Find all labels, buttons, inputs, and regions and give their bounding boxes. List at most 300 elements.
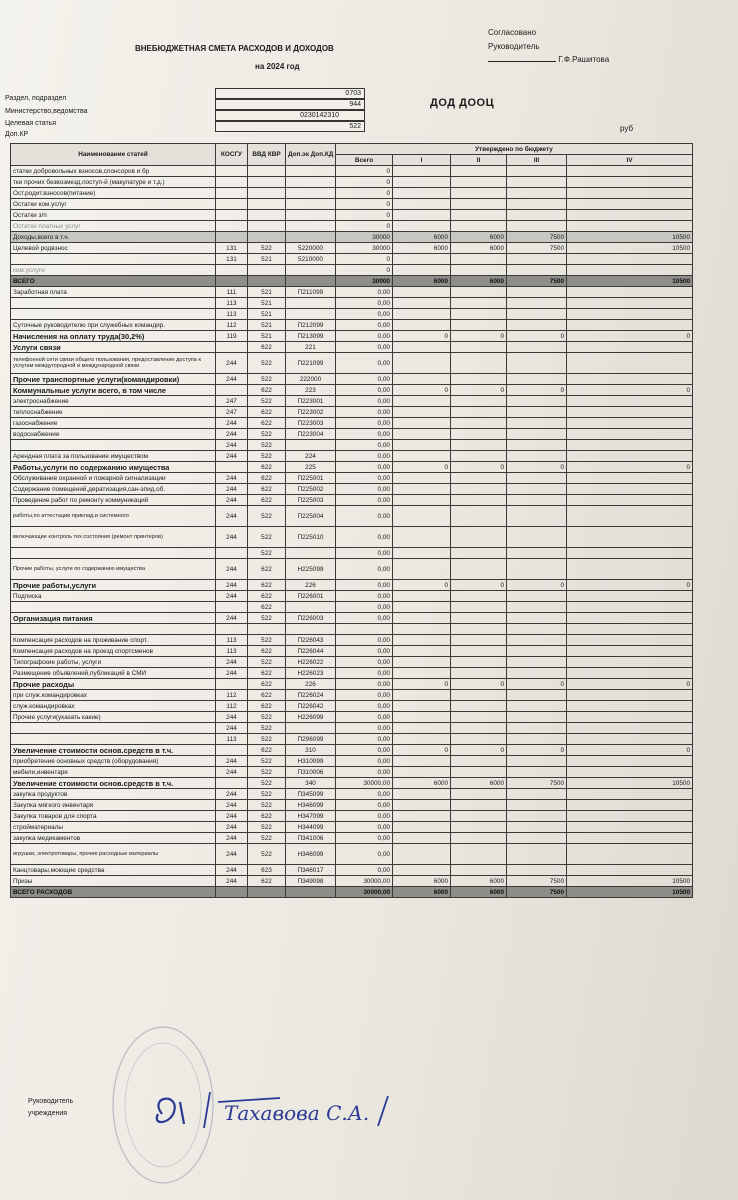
cell-name (11, 440, 216, 451)
cell-dop: П345099 (286, 789, 336, 800)
cell-name: Обслуживание охранной и пожарной сигнализации (11, 473, 216, 484)
cell-kvr: 622 (248, 701, 286, 712)
cell-q2 (451, 188, 507, 199)
cell-total: 0,00 (336, 679, 393, 690)
cell-q4 (567, 298, 693, 309)
cell-kosgu: 244 (216, 495, 248, 506)
cell-kosgu: 112 (216, 690, 248, 701)
cell-dop: П226043 (286, 635, 336, 646)
cell-q1 (393, 188, 451, 199)
cell-q4: 10500 (567, 887, 693, 898)
cell-q2 (451, 833, 507, 844)
cell-q2: 0 (451, 331, 507, 342)
table-row (11, 657, 693, 668)
cell-kvr: 522 (248, 778, 286, 789)
table-row (11, 473, 693, 484)
cell-dop: П225010 (286, 527, 336, 548)
cell-total: 0,00 (336, 580, 393, 591)
cell-total: 0 (336, 188, 393, 199)
cell-kvr: 522 (248, 822, 286, 833)
cell-kvr: 522 (248, 506, 286, 527)
cell-q1: 6000 (393, 243, 451, 254)
cell-kosgu (216, 188, 248, 199)
cell-q2 (451, 298, 507, 309)
cell-total: 0,00 (336, 613, 393, 624)
table-row (11, 418, 693, 429)
cell-dop: П296099 (286, 734, 336, 745)
cell-q1: 0 (393, 745, 451, 756)
cell-name: Прочие услуги(указать какие) (11, 712, 216, 723)
cell-total: 0,00 (336, 374, 393, 385)
cell-q2: 0 (451, 679, 507, 690)
cell-kvr: 521 (248, 298, 286, 309)
cell-name: Призы (11, 876, 216, 887)
cell-dop: 224 (286, 451, 336, 462)
cell-q3 (507, 484, 567, 495)
table-row (11, 221, 693, 232)
cell-q3 (507, 591, 567, 602)
cell-q3 (507, 548, 567, 559)
cell-q3: 0 (507, 462, 567, 473)
cell-q1 (393, 473, 451, 484)
cell-q1 (393, 177, 451, 188)
cell-q2 (451, 723, 507, 734)
cell-q3: 7500 (507, 778, 567, 789)
cell-kvr: 522 (248, 374, 286, 385)
table-row (11, 690, 693, 701)
cell-q2 (451, 265, 507, 276)
cell-dop: П310006 (286, 767, 336, 778)
cell-q3 (507, 440, 567, 451)
cell-name: закупка продуктов (11, 789, 216, 800)
cell-total (336, 624, 393, 635)
cell-q3 (507, 865, 567, 876)
cell-q1 (393, 320, 451, 331)
cell-q4 (567, 473, 693, 484)
cell-name: Услуги связи (11, 342, 216, 353)
cell-q4: 10500 (567, 778, 693, 789)
table-row (11, 232, 693, 243)
cell-kosgu: 244 (216, 756, 248, 767)
cell-kvr: 522 (248, 440, 286, 451)
cell-kvr: 622 (248, 679, 286, 690)
cell-q4 (567, 767, 693, 778)
cell-name: включающие контроль тех.состояния (ремонт принтеров) (11, 527, 216, 548)
cell-name: газоснабжение (11, 418, 216, 429)
cell-total: 0,00 (336, 811, 393, 822)
cell-total: 30000 (336, 276, 393, 287)
cell-kvr: 521 (248, 287, 286, 298)
cell-q1 (393, 559, 451, 580)
cell-q2 (451, 734, 507, 745)
cell-q1 (393, 342, 451, 353)
cell-q1 (393, 734, 451, 745)
cell-kvr: 522 (248, 789, 286, 800)
cell-dop: 340 (286, 778, 336, 789)
cell-q3: 0 (507, 385, 567, 396)
cell-q3: 7500 (507, 887, 567, 898)
cell-kvr: 622 (248, 473, 286, 484)
cell-kosgu (216, 745, 248, 756)
table-row (11, 778, 693, 789)
col-header-approved: Утверждено по бюджету (336, 144, 693, 155)
approval-name: Г.Ф.Рашитова (558, 55, 610, 64)
cell-q1 (393, 690, 451, 701)
cell-q3 (507, 473, 567, 484)
table-row (11, 789, 693, 800)
cell-kosgu (216, 221, 248, 232)
cell-dop (286, 298, 336, 309)
cell-total: 0 (336, 221, 393, 232)
cell-q4 (567, 712, 693, 723)
cell-name: приобретение основных средств (оборудования) (11, 756, 216, 767)
col-header-kosgu: КОСГУ (216, 144, 248, 166)
cell-name: Закупка мягкого инвентаря (11, 800, 216, 811)
cell-kvr: 622 (248, 602, 286, 613)
cell-dop: П226044 (286, 646, 336, 657)
cell-total: 0,00 (336, 822, 393, 833)
cell-q1 (393, 440, 451, 451)
cell-q1 (393, 657, 451, 668)
cell-q1 (393, 166, 451, 177)
cell-total: 0,00 (336, 418, 393, 429)
cell-kvr (248, 199, 286, 210)
cell-q3 (507, 690, 567, 701)
cell-name: Размещение объявлений,публикаций в СМИ (11, 668, 216, 679)
cell-q4 (567, 734, 693, 745)
cell-total: 0,00 (336, 646, 393, 657)
cell-kvr: 522 (248, 712, 286, 723)
cell-dop (286, 232, 336, 243)
cell-name: статки добровольных взносов,спонсоров и бр (11, 166, 216, 177)
cell-q2 (451, 254, 507, 265)
cell-q4 (567, 309, 693, 320)
cell-name: ВСЕГО РАСХОДОВ (11, 887, 216, 898)
cell-q4 (567, 210, 693, 221)
cell-total: 0,00 (336, 353, 393, 374)
cell-kosgu: 244 (216, 723, 248, 734)
cell-q4: 0 (567, 679, 693, 690)
cell-kosgu: 244 (216, 353, 248, 374)
cell-kosgu: 113 (216, 635, 248, 646)
table-row (11, 745, 693, 756)
cell-name: Прочие работы, услуги по содержанию имущества (11, 559, 216, 580)
cell-dop: П226024 (286, 690, 336, 701)
cell-name: тки прочих безвозмезд.поступ-й (макулатуре и т.д.) (11, 177, 216, 188)
cell-kosgu: 244 (216, 418, 248, 429)
cell-kvr: 522 (248, 657, 286, 668)
cell-dop (286, 624, 336, 635)
cell-q1 (393, 833, 451, 844)
cell-total: 0,00 (336, 767, 393, 778)
cell-dop (286, 210, 336, 221)
cell-total: 0,00 (336, 342, 393, 353)
cell-kosgu: 244 (216, 429, 248, 440)
cell-q4 (567, 844, 693, 865)
cell-q4 (567, 591, 693, 602)
cell-q4 (567, 429, 693, 440)
cell-q4 (567, 833, 693, 844)
cell-q3 (507, 407, 567, 418)
cell-q3 (507, 320, 567, 331)
table-row (11, 800, 693, 811)
cell-kosgu: 244 (216, 559, 248, 580)
cell-name: Подписка (11, 591, 216, 602)
cell-kvr: 622 (248, 811, 286, 822)
cell-q3 (507, 800, 567, 811)
cell-q3 (507, 396, 567, 407)
cell-kvr: 622 (248, 407, 286, 418)
cell-name: электроснабжение (11, 396, 216, 407)
cell-dop: П211099 (286, 287, 336, 298)
cell-kosgu: 244 (216, 613, 248, 624)
cell-dop: П213099 (286, 331, 336, 342)
cell-q2 (451, 429, 507, 440)
cell-kvr: 521 (248, 309, 286, 320)
table-row (11, 243, 693, 254)
cell-q1 (393, 723, 451, 734)
cell-q2: 0 (451, 385, 507, 396)
table-row (11, 440, 693, 451)
cell-q3 (507, 613, 567, 624)
cell-q3 (507, 298, 567, 309)
cell-q2 (451, 624, 507, 635)
currency-label: руб (620, 124, 634, 133)
cell-dop: Н225099 (286, 559, 336, 580)
table-row (11, 177, 693, 188)
cell-q2 (451, 473, 507, 484)
cell-total: 0,00 (336, 745, 393, 756)
cell-q1: 0 (393, 385, 451, 396)
cell-q2 (451, 657, 507, 668)
cell-q4 (567, 811, 693, 822)
cell-q4 (567, 865, 693, 876)
cell-q2 (451, 418, 507, 429)
cell-kosgu: 244 (216, 440, 248, 451)
cell-q4 (567, 407, 693, 418)
cell-dop: П226003 (286, 613, 336, 624)
cell-q2 (451, 844, 507, 865)
cell-q3 (507, 166, 567, 177)
cell-q2: 0 (451, 745, 507, 756)
table-row (11, 756, 693, 767)
cell-kosgu: 244 (216, 833, 248, 844)
cell-name: игрушки, электротовары, прочие расходные материалы (11, 844, 216, 865)
cell-name: Типографские работы, услуги (11, 657, 216, 668)
cell-q4 (567, 635, 693, 646)
cell-q4 (567, 602, 693, 613)
cell-kosgu: 244 (216, 811, 248, 822)
cell-total: 0,00 (336, 701, 393, 712)
table-row (11, 462, 693, 473)
cell-q2 (451, 309, 507, 320)
cell-kosgu (216, 276, 248, 287)
cell-q2 (451, 287, 507, 298)
cell-kosgu (216, 462, 248, 473)
table-row (11, 276, 693, 287)
cell-total: 0 (336, 166, 393, 177)
cell-q2 (451, 210, 507, 221)
cell-dop (286, 166, 336, 177)
cell-q2 (451, 407, 507, 418)
cell-kvr (248, 887, 286, 898)
cell-q4 (567, 440, 693, 451)
cell-q2 (451, 342, 507, 353)
table-row (11, 635, 693, 646)
cell-q1 (393, 418, 451, 429)
cell-q2 (451, 559, 507, 580)
cell-q1 (393, 254, 451, 265)
cell-q1 (393, 865, 451, 876)
cell-q4 (567, 756, 693, 767)
table-row (11, 451, 693, 462)
cell-q2 (451, 320, 507, 331)
cell-dop: 221 (286, 342, 336, 353)
cell-kvr (248, 232, 286, 243)
table-row (11, 166, 693, 177)
signature-text: Тахавова С.А. (224, 1101, 370, 1125)
table-row (11, 723, 693, 734)
cell-q3 (507, 701, 567, 712)
cell-kvr: 622 (248, 342, 286, 353)
cell-q3 (507, 734, 567, 745)
cell-kosgu: 244 (216, 789, 248, 800)
cell-kvr: 622 (248, 668, 286, 679)
cell-q4 (567, 287, 693, 298)
cell-q4 (567, 646, 693, 657)
cell-kosgu: 247 (216, 407, 248, 418)
cell-q4 (567, 624, 693, 635)
cell-total: 0,00 (336, 429, 393, 440)
cell-q2 (451, 451, 507, 462)
cell-dop: 225 (286, 462, 336, 473)
cell-dop: П221099 (286, 353, 336, 374)
cell-total: 30000,00 (336, 887, 393, 898)
cell-q4: 10500 (567, 276, 693, 287)
cell-q1 (393, 210, 451, 221)
cell-q1 (393, 822, 451, 833)
cell-q1: 0 (393, 462, 451, 473)
col-header-q2: II (451, 155, 507, 166)
table-row (11, 342, 693, 353)
cell-q2 (451, 353, 507, 374)
cell-kosgu: 112 (216, 320, 248, 331)
cell-q1 (393, 844, 451, 865)
cell-kvr: 522 (248, 396, 286, 407)
cell-q2 (451, 767, 507, 778)
cell-q4: 0 (567, 745, 693, 756)
cell-kosgu: 244 (216, 473, 248, 484)
cell-name: Увеличение стоимости основ.средств в т.ч. (11, 778, 216, 789)
cell-kosgu: 244 (216, 527, 248, 548)
cell-q1 (393, 668, 451, 679)
cell-kvr: 622 (248, 385, 286, 396)
cell-q3 (507, 756, 567, 767)
cell-dop (286, 723, 336, 734)
col-header-total: Всего (336, 155, 393, 166)
cell-name: Арендная плата за пользование имуществом (11, 451, 216, 462)
cell-q3 (507, 342, 567, 353)
cell-q2 (451, 506, 507, 527)
cell-name: Канцтовары,моющие средства (11, 865, 216, 876)
cell-q4 (567, 320, 693, 331)
cell-total: 0,00 (336, 548, 393, 559)
col-header-dop: Доп.эк Доп.КД (286, 144, 336, 166)
cell-q2: 0 (451, 580, 507, 591)
cell-q2 (451, 548, 507, 559)
cell-name (11, 624, 216, 635)
cell-kvr: 522 (248, 243, 286, 254)
cell-total: 0,00 (336, 506, 393, 527)
cell-total: 0,00 (336, 657, 393, 668)
cell-q2 (451, 822, 507, 833)
table-row (11, 580, 693, 591)
cell-kosgu (216, 385, 248, 396)
table-row (11, 396, 693, 407)
cell-dop: П223003 (286, 418, 336, 429)
cell-name: Увеличение стоимости основ.средств в т.ч. (11, 745, 216, 756)
table-row (11, 254, 693, 265)
cell-kosgu (216, 342, 248, 353)
cell-q4: 10500 (567, 876, 693, 887)
table-row (11, 624, 693, 635)
cell-name: ВСЕГО (11, 276, 216, 287)
cell-dop: Н344099 (286, 822, 336, 833)
cell-name: водоснабжение (11, 429, 216, 440)
cell-total: 0,00 (336, 734, 393, 745)
table-row (11, 429, 693, 440)
cell-kosgu: 112 (216, 701, 248, 712)
cell-q2 (451, 396, 507, 407)
cell-q4 (567, 374, 693, 385)
cell-q2 (451, 440, 507, 451)
cell-total: 0,00 (336, 559, 393, 580)
approval-label: Согласовано (488, 28, 537, 37)
cell-kosgu: 244 (216, 580, 248, 591)
table-row (11, 287, 693, 298)
table-row (11, 353, 693, 374)
cell-q4: 0 (567, 385, 693, 396)
cell-q1 (393, 287, 451, 298)
cell-kosgu: 244 (216, 712, 248, 723)
cell-dop: П225004 (286, 506, 336, 527)
cell-total: 0 (336, 265, 393, 276)
cell-name: Работы,услуги по содержанию имущества (11, 462, 216, 473)
table-row (11, 506, 693, 527)
cell-q2: 6000 (451, 876, 507, 887)
cell-name: при служ.командировках (11, 690, 216, 701)
cell-dop: Н310099 (286, 756, 336, 767)
cell-q1 (393, 789, 451, 800)
cell-q2 (451, 800, 507, 811)
cell-kosgu: 244 (216, 451, 248, 462)
cell-kosgu: 244 (216, 591, 248, 602)
cell-kvr: 522 (248, 767, 286, 778)
cell-dop: 226 (286, 679, 336, 690)
cell-name: Коммунальные услуги всего, в том числе (11, 385, 216, 396)
table-row (11, 887, 693, 898)
cell-kvr (248, 166, 286, 177)
cell-q2 (451, 591, 507, 602)
cell-q3 (507, 668, 567, 679)
cell-q4: 10500 (567, 243, 693, 254)
cell-q4 (567, 657, 693, 668)
cell-name: мебели,инвентаря (11, 767, 216, 778)
cell-q2: 6000 (451, 243, 507, 254)
cell-kvr: 622 (248, 745, 286, 756)
cell-q4 (567, 254, 693, 265)
table-row (11, 833, 693, 844)
